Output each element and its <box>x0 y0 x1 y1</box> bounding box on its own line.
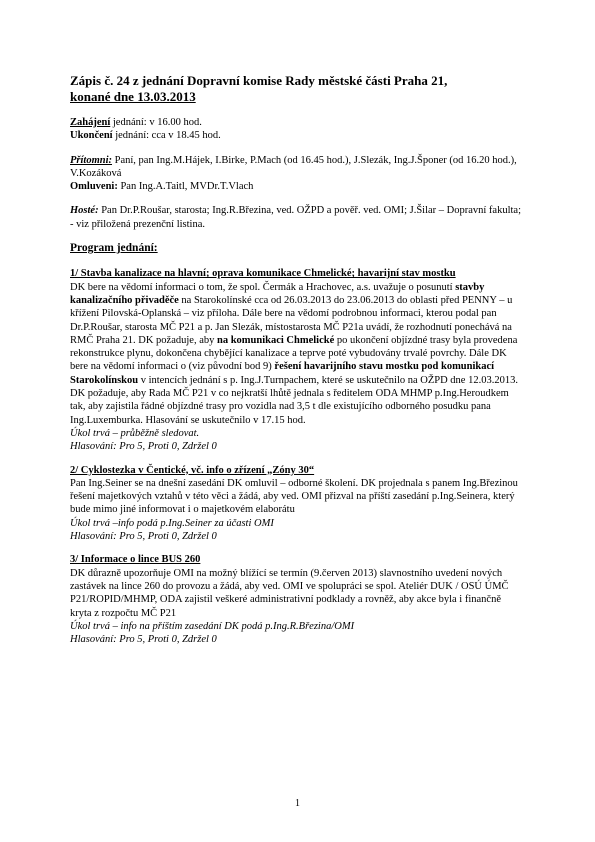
section-2-task: Úkol trvá –info podá p.Ing.Seiner za účasti OMI <box>70 517 274 529</box>
section-1 <box>70 267 525 453</box>
section-2-text: Pan Ing.Seiner se na dnešní zasedání DK omluvil – odborné školení. DK projednala s panem Ing.Březinou řešení majetkových vztahů v této věci a žádá, aby ved. OMI přizval na příští zasedání p.Ing.Seinera, který bude mimo jiné informovat i o majetkovém elaborátu <box>70 477 518 516</box>
document-body <box>70 73 525 656</box>
document-title <box>70 73 525 104</box>
section-1-vote: Hlasování: Pro 5, Proti 0, Zdržel 0 <box>70 441 217 453</box>
section-1-task: Úkol trvá – průběžně sledovat. <box>70 427 200 439</box>
title-line-1: Zápis č. 24 z jednání Dopravní komise Rady městské části Praha 21, <box>70 73 448 88</box>
section-3-vote: Hlasování: Pro 5, Proti 0, Zdržel 0 <box>70 634 217 646</box>
title-line-2: konané dne 13.03.2013 <box>70 88 196 104</box>
section-3-heading: 3/ Informace o lince BUS 260 <box>70 554 201 566</box>
end-time: Ukončení jednání: cca v 18.45 hod. <box>70 130 221 142</box>
section-1-heading: 1/ Stavba kanalizace na hlavní; oprava komunikace Chmelické; havarijní stav mostku <box>70 268 456 280</box>
start-time: Zahájení jednání: v 16.00 hod. <box>70 117 202 128</box>
program-heading: Program jednání: <box>70 242 158 255</box>
section-3 <box>70 553 525 646</box>
section-2 <box>70 464 525 544</box>
attendees-excused: Omluveni: Pan Ing.A.Taitl, MVDr.T.Vlach <box>70 181 254 193</box>
attendees-present: Přítomni: Paní, pan Ing.M.Hájek, I.Birke, P.Mach (od 16.45 hod.), J.Slezák, Ing.J.Šponer (od 16.20 hod.), V.Kozáková <box>70 154 517 179</box>
guests: Hosté: Pan Dr.P.Roušar, starosta; Ing.R.Březina, ved. OŽPD a pověř. ved. OMI; J.Šilar – Dopravní fakulta; <box>70 205 522 217</box>
section-2-vote: Hlasování: Pro 5, Proti 0, Zdržel 0 <box>70 531 217 543</box>
guests-note: - viz přiložená prezenční listina. <box>70 218 205 230</box>
section-3-text: DK důrazně upozorňuje OMI na možný blížící se termín (9.červen 2013) slavnostního uvedení nových zastávek na lince 260 do provozu a žádá, aby ved. OMI ve spolupráci se spol. Ateliér DUK / OSÚ ÚMČ P21/ROPID/MHMP, ODA zajistil veškeré administrativní podklady a rovněž, aby akce byla i finančně kryta z rozpočtu MČ P21 <box>70 567 509 619</box>
section-1-text: DK bere na vědomí informaci o tom, že spol. Čermák a Hrachovec, a.s. uvažuje o posunutí stavby kanalizačního přivaděče na Starokolínské cca od 26.03.2013 do 23.06.2013 do oblasti před PENNY – u křížení Pilovská-Oplanská – viz příloha. Dále bere na vědomí podrobnou informaci, kterou podal pan Dr.P.Roušar, starosta MČ P21 a p. Jan Slezák, místostarosta MČ P21a uvádí, že rozhodnutí ponechává na RMČ Praha 21. DK požaduje, aby na komunikaci Chmelické po ukončení objízdné trasy byla provedena rekonstrukce plynu, dokončena chybějící kanalizace a teprve poté vybudovány trvalé povrchy. Dále DK bere na vědomí informaci o (viz původní bod 9) řešení havarijního stavu mostku pod komunikací Starokolínskou v intencích jednání s p. Ing.J.Turnpachem, které se uskutečnilo na OŽPD dne 12.03.2013. DK požaduje, aby Rada MČ P21 v co nejkratší lhůtě jednala s ředitelem ODA MHMP p.Ing.Heroudkem tak, aby zajistila řádné objízdné trasy pro vozidla nad 3,5 t dle existujícího odborného posudku pana Ing.Luxemburka. Hlasování se uskutečnilo v 17.15 hod. <box>70 281 518 426</box>
section-3-task: Úkol trvá – info na příštím zasedání DK podá p.Ing.R.Březina/OMI <box>70 620 355 632</box>
section-2-heading: 2/ Cyklostezka v Čentické, vč. info o zřízení „Zóny 30“ <box>70 464 315 476</box>
page-number: 1 <box>295 798 300 809</box>
